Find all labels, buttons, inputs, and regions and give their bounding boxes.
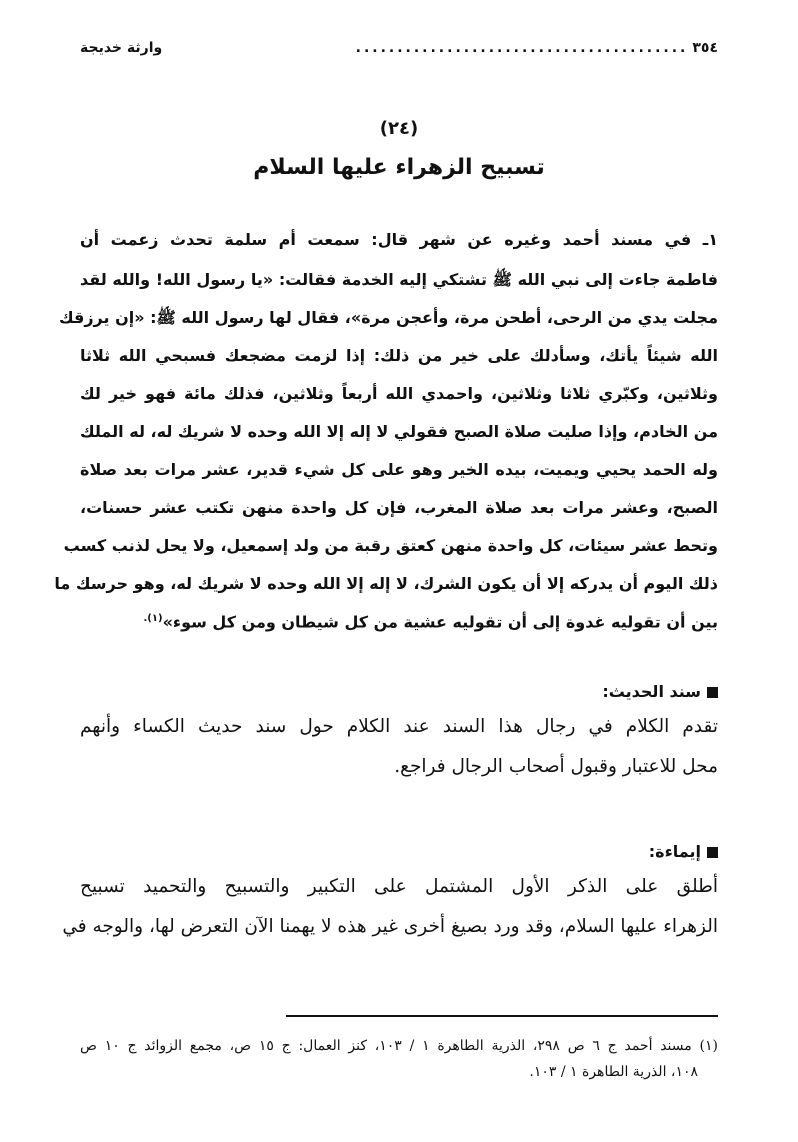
section-line: تقدم الكلام في رجال هذا السند عند الكلام حول سند حديث الكساء وأنهم (80, 716, 718, 737)
hadith-last-line: بين أن تقوليه غدوة إلى أن تقوليه عشية من كل شيطان ومن كل سوء» (162, 612, 718, 632)
book-title: وارثة خديجة (80, 40, 163, 56)
hadith-line: من الخادم، وإذا صليت صلاة الصبح فقولي لا إله إلا الله وحده لا شريك له، له الملك (80, 422, 718, 441)
hadith-line: الله شيئاً يأتك، وسأدلك على خير من ذلك: إذا لزمت مضجعك فسبحي الله ثلاثا (80, 346, 718, 365)
hadith-line: ١ـ في مسند أحمد وغيره عن شهر قال: سمعت أم سلمة تحدث زعمت أن (80, 230, 718, 249)
leader-dots: ........................................ (355, 40, 689, 56)
running-header (80, 40, 718, 56)
footnote-line: ١٠٨، الذرية الطاهرة ١ / ١٠٣. (529, 1064, 698, 1080)
footnote-ref: (١). (143, 613, 163, 624)
section-line: أطلق على الذكر الأول المشتمل على التكبير والتسبيح والتحميد تسبيح (80, 876, 718, 897)
section-line: الزهراء عليها السلام، وقد ورد بصيغ أخرى غير هذه لا يهمنا الآن التعرض لها، والوجه في (62, 916, 718, 937)
section-heading-text: سند الحديث: (602, 682, 701, 701)
hadith-line (80, 614, 718, 630)
chapter-title: تسبيح الزهراء عليها السلام (253, 155, 545, 180)
hadith-line: وتحط عشر سيئات، كل واحدة منهن كعتق رقبة من ولد إسمعيل، ولا يحل لذنب كسب (63, 536, 718, 555)
section-line: محل للاعتبار وقبول أصحاب الرجال فراجع. (394, 756, 718, 777)
footnote-line: (١) مسند أحمد ج ٦ ص ٢٩٨، الذرية الطاهرة ١ / ١٠٣، كنز العمال: ج ١٥ ص، مجمع الزوائد ج ١٠ ص (80, 1038, 718, 1054)
hadith-line: مجلت يدي من الرحى، أطحن مرة، وأعجن مرة»، فقال لها رسول الله ﷺ: «إن يرزقك (58, 308, 718, 327)
section-heading-sanad (602, 682, 718, 701)
page-number: ٣٥٤ (692, 40, 718, 56)
section-heading-imaa (649, 842, 718, 861)
section-heading-text: إيماءة: (648, 842, 701, 861)
square-bullet-icon (707, 687, 718, 698)
hadith-line: الصبح، وعشر مرات بعد صلاة المغرب، فإن كل واحدة منهن تكتب عشر حسنات، (80, 498, 718, 517)
chapter-number: (٢٤) (379, 118, 419, 139)
square-bullet-icon (707, 847, 718, 858)
hadith-line: وله الحمد يحيي ويميت، بيده الخير وهو على كل شيء قدير، عشر مرات بعد صلاة (80, 460, 718, 479)
hadith-line: ذلك اليوم أن يدركه إلا أن يكون الشرك، لا إله إلا الله وحده لا شريك له، وهو حرسك ما (54, 574, 718, 593)
footnote-divider (286, 1015, 718, 1017)
hadith-line: فاطمة جاءت إلى نبي الله ﷺ تشتكي إليه الخدمة فقالت: «يا رسول الله! والله لقد (80, 270, 718, 289)
hadith-line: وثلاثين، وكبّري ثلاثا وثلاثين، واحمدي الله أربعاً وثلاثين، فذلك مائة فهو خير لك (80, 384, 718, 403)
